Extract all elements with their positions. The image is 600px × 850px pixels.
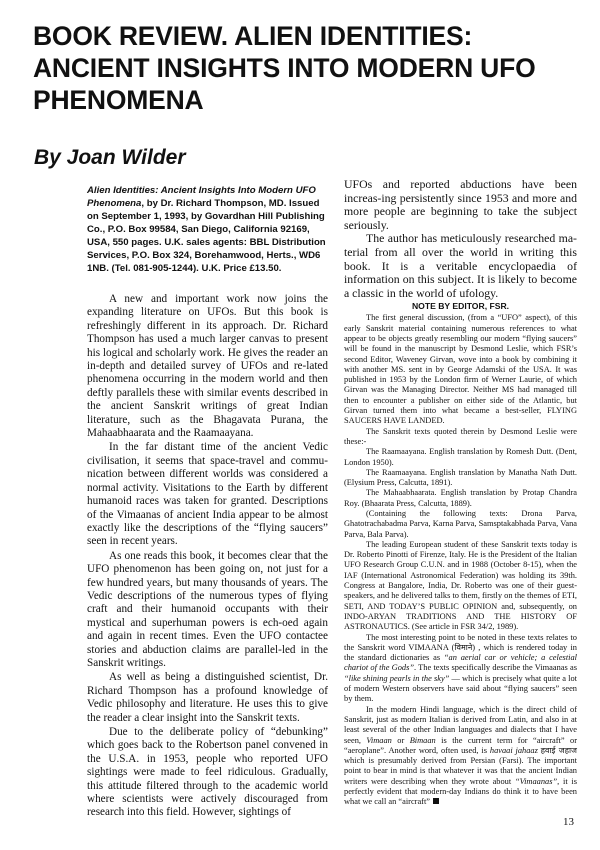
end-mark-icon bbox=[433, 798, 439, 804]
editor-note-heading: NOTE BY EDITOR, FSR. bbox=[411, 301, 510, 312]
review-paragraph: As one reads this book, it becomes clear that the UFO phenomenon has been going on, not just for a few hundred years, but many thousands of years. The Vedic descriptions of the numerous types of flying craft and their humanoid occupants with their mystical and superhuman powers is ech-oed again and again in recent times. Even the UFO contactee stories and abduction claims are parallel-led in the Sanskrit writings. bbox=[87, 549, 328, 669]
editor-source-item: The Raamaayana. English translation by Manatha Nath Dutt. (Elysium Press, Calcutta, 1891). bbox=[344, 467, 577, 488]
publication-details: , by Dr. Richard Thompson, MD. Issued on September 1, 1993, by Govardhan Hill Publishing Co., P.O. Box 99584, San Diego, California 92169, USA, 550 pages. U.K. sales agents: BBL Distribution Services, P.O. Box 324, Borehamwood, Herts., WD6 1NB. (Tel. 081-905-1244). U.K. Price £13.50. bbox=[87, 198, 326, 274]
left-column bbox=[87, 184, 328, 820]
editor-paragraph: The first general discussion, (from a “UFO” aspect), of this early Sanskrit material containing numerous references to what appear to be objects greatly resembling our modern “flying saucers” will be found in the manuscript by Desmond Leslie, which FSR’s second Editor, Waveney Girvan, wove into a book by combining it with another MS. sent in by George Adamski of the USA. It was published in 1953 by the London firm of Werner Laurie, of which Girvan was the Managing Director. Neither MS had managed till then to encounter a publisher on either side of the Atlantic, but Girvan turned them into what became a best-seller, FLYING SAUCERS HAVE LANDED. bbox=[344, 313, 577, 426]
article-title: BOOK REVIEW. ALIEN IDENTITIES: ANCIENT INSIGHTS INTO MODERN UFO PHENOMENA bbox=[33, 21, 536, 115]
review-paragraph: UFOs and reported abductions have been increas-ing persistently since 1953 and more and more people are beginning to take the subject seriously. bbox=[344, 177, 577, 232]
editor-paragraph-vimaana: The most interesting point to be noted in these texts relates to the Sanskrit word VIMAANA (विमाने) , which is rendered today in the standard dictionaries as “an aerial car or vehicle; a celestial chariot of the Gods”. The texts specifically describe the Vimaanas as “like shining pearls in the sky” — which is precisely what quite a lot of modern Western observers have said about “flying saucers” seen by them. bbox=[344, 632, 577, 704]
publication-info bbox=[87, 184, 328, 275]
right-column bbox=[344, 178, 577, 808]
devanagari-havaai-jahaaz: हवाई जहाज bbox=[540, 745, 577, 755]
editor-source-item: (Containing the following texts: Drona Parva, Ghatotrachabadma Parva, Karna Parva, Samsptakabhada Parva, Vana Parva, Bala Parva). bbox=[344, 508, 577, 539]
editor-source-item: The Raamaayana. English translation by Romesh Dutt. (Dent, London 1950). bbox=[344, 447, 577, 467]
editor-paragraph: The Sanskrit texts quoted therein by Desmond Leslie were these:- bbox=[344, 426, 577, 446]
editor-paragraph: The leading European student of these Sanskrit texts today is Dr. Roberto Pinotti of Firenze, Italy. He is the President of the Italian UFO Research Group C.U.N. and in 1988 (October 8-15), when the IAF (International Astronomical Federation) was holding its 39th. Congress at Bangalore, India, Dr. Roberto was one of their guest-speakers, and he delivered talks to them, firstly on the themes of ETI, SETI, AND TODAY’S PUBLIC OPINION and, subsequently, on INDO-ARYAN TRADITIONS AND THE HISTORY OF ASTRONAUTICS. (See article in FSR 34/2, 1989). bbox=[344, 539, 577, 632]
review-paragraph: Due to the deliberate policy of “debunking” which goes back to the Robertson panel convened in the U.S.A. in 1953, people who reported UFO sightings were made to feel ridiculous. Gradually, this attitude filtered through to the academic world where scientists were actively discouraged from research into this field. However, sightings of bbox=[87, 726, 328, 819]
book-title: Alien Identities: Ancient Insights Into Modern UFO Phenomena bbox=[87, 185, 316, 209]
page-number: 13 bbox=[563, 816, 574, 828]
devanagari-vimaana: विमाने bbox=[454, 642, 473, 652]
editor-source-item: The Mahaabhaarata. English translation by Protap Chandra Roy. (Bhaarata Press, Calcutta, 1889). bbox=[344, 488, 577, 508]
editor-note bbox=[344, 313, 577, 807]
review-paragraph: The author has meticulously researched ma-terial from all over the world in writing this book. It is a veritable encyclopaedia of information on this subject. It is likely to become a classic in the world of ufology. bbox=[344, 231, 577, 300]
review-continuation bbox=[344, 178, 577, 300]
review-body bbox=[87, 293, 328, 820]
article-byline: By Joan Wilder bbox=[34, 146, 186, 169]
review-paragraph: In the far distant time of the ancient Vedic civilisation, it seems that space-travel and commu-nication between different worlds was considered a normal activity. Visitations to the Earth by different humanoid races was taken for granted. Descriptions of the Vimaanas of ancient India appear to be almost exactly like the descriptions of the “flying saucers” seen in recent years. bbox=[87, 441, 328, 548]
editor-paragraph-hindi: In the modern Hindi language, which is the direct child of Sanskrit, just as modern Italian is derived from Latin, and also in at least several of the other Indian languages and dialects that I have seen, Vimaan or Bimaan is the current term for “aircraft” or “aeroplane”. Another word, often used, is havaai jahaaz हवाई जहाज which is presumably derived from Persian (Farsi). The important point to bear in mind is that whatever it was that the ancient Indian writers were describing when they wrote about “Vimaanas”, it is perfectly evident that modern-day Indians do think it to have been what we call an “aircraft” bbox=[344, 704, 577, 807]
review-paragraph: A new and important work now joins the expanding literature on UFOs. But this book is refreshingly different in its approach. Dr. Richard Thompson has used a much larger canvas to present his logical and scholarly work. He gives the reader an in-depth and detailed survey of UFOs and re-lated phenomena occurring in the modern world and then deftly parallels these with similar events described in the ancient Sanskrit writings of great Indian literature, such as the Bhagavata Purana, the Mahaabhaarata and the Raamaayana. bbox=[87, 293, 328, 440]
review-paragraph: As well as being a distinguished scientist, Dr. Richard Thompson has a profound knowledge of Vedic philosophy and literature. He uses this to give the reader a clear insight into the Sanskrit texts. bbox=[87, 671, 328, 724]
